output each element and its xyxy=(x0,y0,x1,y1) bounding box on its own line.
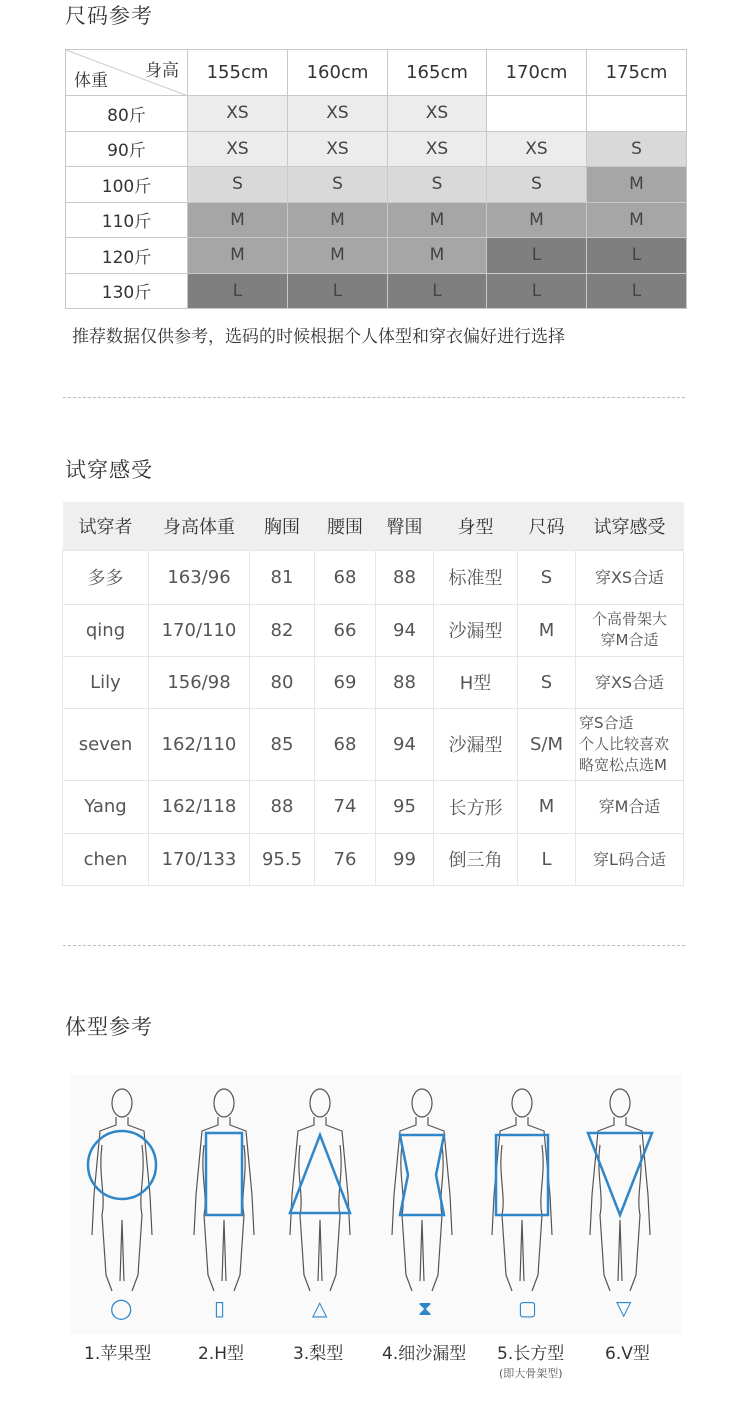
try-on-cell: 81 xyxy=(250,550,315,604)
size-chart-row xyxy=(66,167,687,203)
try-on-cell xyxy=(576,604,684,656)
body-types-title: 体型参考 xyxy=(65,1015,153,1039)
try-on-cell: 170/133 xyxy=(149,833,250,885)
divider xyxy=(63,945,685,946)
weight-label: 130斤 xyxy=(66,273,188,309)
try-on-cell: Lily xyxy=(63,656,149,708)
feeling-line: 穿XS合适 xyxy=(594,567,665,587)
size-chart-header-row xyxy=(66,50,687,96)
size-cell: M xyxy=(587,202,687,238)
try-on-cell: chen xyxy=(63,833,149,885)
try-on-cell: 68 xyxy=(315,708,376,780)
try-on-cell: L xyxy=(518,833,576,885)
try-on-cell xyxy=(576,833,684,885)
try-on-cell: S xyxy=(518,656,576,708)
feeling-line: 穿M合适 xyxy=(598,797,661,816)
size-cell: S xyxy=(188,167,288,203)
try-on-cell: 99 xyxy=(376,833,434,885)
try-on-cell: 沙漏型 xyxy=(434,708,518,780)
body-type-label: 5.长方型 xyxy=(497,1344,565,1364)
shape-symbol: ▢ xyxy=(518,1296,537,1320)
height-header: 165cm xyxy=(388,50,487,96)
corner-height-label: 身高 xyxy=(145,61,179,81)
size-chart-row xyxy=(66,131,687,167)
feeling-line: 穿S合适 xyxy=(579,713,634,732)
try-on-cell: 74 xyxy=(315,780,376,833)
apple-body-figure xyxy=(82,1085,162,1297)
try-on-cell: 长方形 xyxy=(434,780,518,833)
try-on-header: 身高体重 xyxy=(149,502,250,550)
try-on-cell: 88 xyxy=(376,550,434,604)
size-cell: L xyxy=(487,238,587,274)
try-on-cell: 88 xyxy=(376,656,434,708)
size-chart-row xyxy=(66,96,687,132)
try-on-row xyxy=(63,833,684,885)
size-cell: XS xyxy=(388,131,487,167)
shape-symbol: ▽ xyxy=(616,1296,632,1320)
size-cell: L xyxy=(288,273,388,309)
try-on-row xyxy=(63,708,684,780)
size-cell: M xyxy=(188,238,288,274)
size-cell: M xyxy=(288,238,388,274)
try-on-cell: M xyxy=(518,780,576,833)
height-header: 160cm xyxy=(288,50,388,96)
try-on-cell: 94 xyxy=(376,708,434,780)
try-on-cell: Yang xyxy=(63,780,149,833)
size-cell: XS xyxy=(388,96,487,132)
try-on-cell: M xyxy=(518,604,576,656)
size-chart-table xyxy=(65,49,687,309)
try-on-row xyxy=(63,550,684,604)
size-cell: XS xyxy=(487,131,587,167)
try-on-cell: 162/110 xyxy=(149,708,250,780)
height-header: 155cm xyxy=(188,50,288,96)
try-on-title: 试穿感受 xyxy=(65,458,153,482)
hourglass-body-figure xyxy=(382,1085,462,1297)
try-on-cell xyxy=(576,656,684,708)
try-on-cell: 66 xyxy=(315,604,376,656)
body-type-sublabel: (即大骨架型) xyxy=(499,1367,563,1380)
try-on-cell: 沙漏型 xyxy=(434,604,518,656)
weight-label: 90斤 xyxy=(66,131,188,167)
try-on-cell: 163/96 xyxy=(149,550,250,604)
size-cell: M xyxy=(388,238,487,274)
try-on-cell: 倒三角 xyxy=(434,833,518,885)
size-note: 推荐数据仅供参考，选码的时候根据个人体型和穿衣偏好进行选择 xyxy=(72,327,565,347)
try-on-header: 试穿者 xyxy=(63,502,149,550)
try-on-cell: 80 xyxy=(250,656,315,708)
size-cell xyxy=(487,96,587,132)
try-on-cell: seven xyxy=(63,708,149,780)
try-on-cell: H型 xyxy=(434,656,518,708)
size-chart-row xyxy=(66,238,687,274)
size-cell: L xyxy=(587,238,687,274)
try-on-row xyxy=(63,604,684,656)
try-on-cell: 156/98 xyxy=(149,656,250,708)
size-cell: M xyxy=(487,202,587,238)
try-on-cell: 76 xyxy=(315,833,376,885)
h-body-figure xyxy=(184,1085,264,1297)
rectangle-body-figure xyxy=(482,1085,562,1297)
try-on-cell: 82 xyxy=(250,604,315,656)
size-cell: M xyxy=(188,202,288,238)
try-on-cell xyxy=(576,550,684,604)
try-on-cell: 88 xyxy=(250,780,315,833)
size-cell: XS xyxy=(288,131,388,167)
body-type-label: 6.V型 xyxy=(605,1344,650,1364)
try-on-row xyxy=(63,780,684,833)
size-cell: S xyxy=(487,167,587,203)
try-on-table xyxy=(62,502,684,886)
weight-label: 110斤 xyxy=(66,202,188,238)
try-on-cell: S xyxy=(518,550,576,604)
feeling-line: 穿XS合适 xyxy=(594,672,665,692)
try-on-cell xyxy=(576,780,684,833)
size-cell: L xyxy=(587,273,687,309)
size-cell: M xyxy=(388,202,487,238)
body-type-label: 2.H型 xyxy=(198,1344,245,1364)
shape-symbol: ◯ xyxy=(110,1296,133,1320)
try-on-cell: 95 xyxy=(376,780,434,833)
body-type-label: 4.细沙漏型 xyxy=(382,1344,467,1364)
size-cell: M xyxy=(288,202,388,238)
shape-symbol: △ xyxy=(312,1296,328,1320)
v-body-figure xyxy=(580,1085,660,1297)
try-on-cell: 69 xyxy=(315,656,376,708)
try-on-cell: S/M xyxy=(518,708,576,780)
try-on-header: 尺码 xyxy=(518,502,576,550)
try-on-cell: 94 xyxy=(376,604,434,656)
body-type-label: 3.梨型 xyxy=(293,1344,344,1364)
size-cell: XS xyxy=(288,96,388,132)
try-on-cell: 68 xyxy=(315,550,376,604)
size-cell: L xyxy=(388,273,487,309)
size-cell: XS xyxy=(188,96,288,132)
try-on-header: 胸围 xyxy=(250,502,315,550)
size-cell: L xyxy=(487,273,587,309)
feeling-line: 个高骨架大 xyxy=(591,610,667,628)
size-chart-row xyxy=(66,202,687,238)
body-type-label: 1.苹果型 xyxy=(84,1344,152,1364)
try-on-header: 臀围 xyxy=(376,502,434,550)
size-chart-row xyxy=(66,273,687,309)
size-cell: S xyxy=(587,131,687,167)
feeling-line: 略宽松点选M xyxy=(579,755,667,774)
weight-label: 120斤 xyxy=(66,238,188,274)
try-on-cell: 多多 xyxy=(63,550,149,604)
weight-label: 100斤 xyxy=(66,167,188,203)
try-on-header: 腰围 xyxy=(315,502,376,550)
feeling-line: 个人比较喜欢 xyxy=(579,734,670,753)
weight-label: 80斤 xyxy=(66,96,188,132)
try-on-header: 身型 xyxy=(434,502,518,550)
feeling-line: 穿M合适 xyxy=(600,631,659,649)
size-ref-title: 尺码参考 xyxy=(65,4,153,28)
size-cell xyxy=(587,96,687,132)
height-header: 170cm xyxy=(487,50,587,96)
divider xyxy=(63,397,685,398)
try-on-cell: 95.5 xyxy=(250,833,315,885)
try-on-header-row xyxy=(63,502,684,550)
size-cell: L xyxy=(188,273,288,309)
try-on-cell: 170/110 xyxy=(149,604,250,656)
try-on-header: 试穿感受 xyxy=(576,502,684,550)
body-type-figures xyxy=(70,1075,682,1335)
try-on-row xyxy=(63,656,684,708)
try-on-cell: 85 xyxy=(250,708,315,780)
size-cell: S xyxy=(388,167,487,203)
pear-body-figure xyxy=(280,1085,360,1297)
try-on-cell: qing xyxy=(63,604,149,656)
feeling-line: 穿L码合适 xyxy=(593,849,666,869)
shape-symbol: ▯ xyxy=(214,1296,226,1320)
height-header: 175cm xyxy=(587,50,687,96)
corner-weight-label: 体重 xyxy=(74,71,108,91)
shape-symbol: ⧗ xyxy=(418,1296,433,1320)
size-cell: S xyxy=(288,167,388,203)
size-cell: M xyxy=(587,167,687,203)
try-on-cell: 标准型 xyxy=(434,550,518,604)
try-on-cell: 162/118 xyxy=(149,780,250,833)
size-cell: XS xyxy=(188,131,288,167)
try-on-cell xyxy=(576,708,684,780)
size-chart-corner xyxy=(66,50,188,96)
